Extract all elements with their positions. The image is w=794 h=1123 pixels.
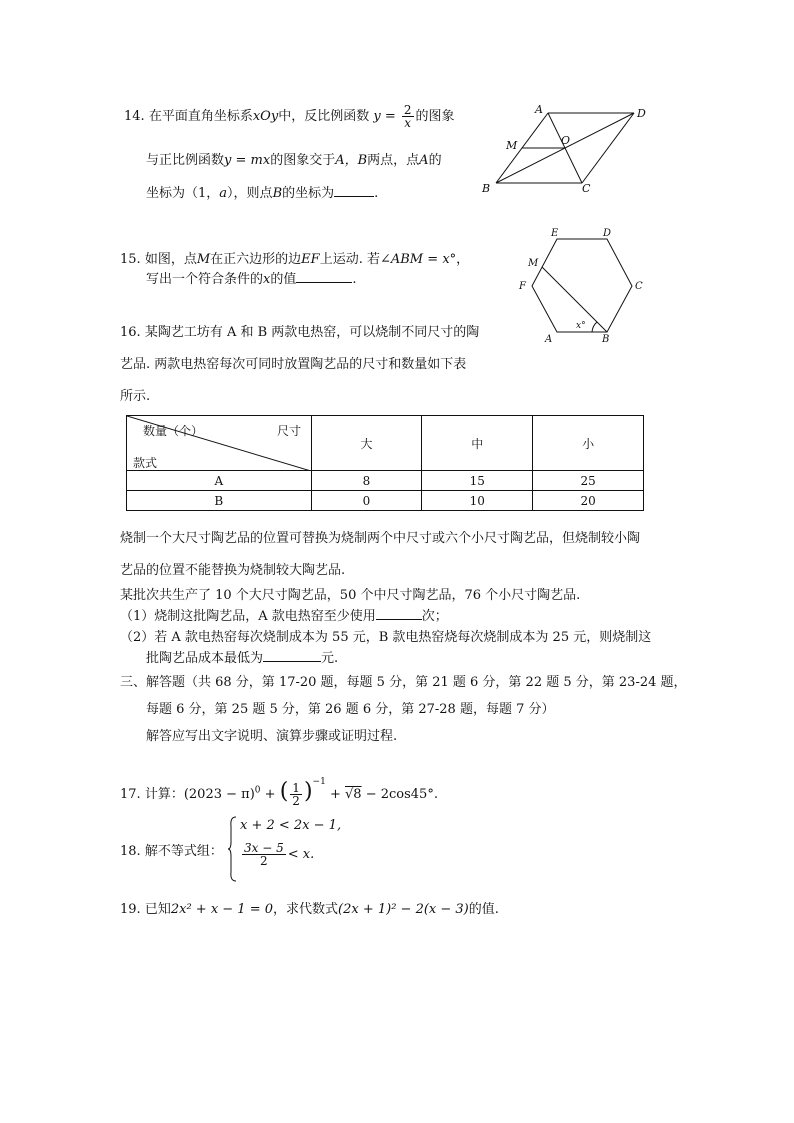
q15-line1 (120, 248, 469, 267)
q18-frac-num: 3x − 5 (244, 841, 284, 855)
q15-eq: = (427, 252, 439, 267)
q18-number: 18. (120, 844, 141, 859)
row-A-medium: 15 (422, 471, 533, 491)
q16-sub2: （2）若 A 款电热窑每次烧制成本为 55 元，B 款电热窑烧每次烧制成本为 25 元，则烧制这 (120, 630, 652, 645)
q14-text2b: 的图象交于 (270, 153, 336, 168)
q14-coord: xOy (252, 109, 279, 124)
q17-frac-num: 1 (292, 781, 300, 795)
q14-text2d: 的 (428, 153, 442, 168)
q14-text3c: 的坐标为 (282, 186, 335, 201)
q14-answer-blank[interactable] (334, 185, 374, 197)
q15-text1b: 在正六边形的边 (210, 252, 302, 267)
row-A-name: A (127, 471, 312, 491)
q15-x: x (263, 272, 271, 287)
header-size: 尺寸 (277, 424, 302, 438)
label-M: M (506, 139, 518, 152)
q15-text1a: 如图，点 (144, 252, 197, 267)
label-M: M (528, 258, 539, 269)
q15-ef: EF (301, 252, 320, 267)
q16-line1 (120, 321, 479, 340)
q14-fraction (402, 104, 414, 129)
q14-func: y = (373, 109, 396, 124)
q19-text-c: 的值. (468, 902, 499, 917)
q16-text1: 某陶艺工坊有 A 和 B 两款电热窑，可以烧制不同尺寸的陶 (144, 325, 480, 340)
q16-after2: 艺品的位置不能替换为烧制较大陶艺品. (120, 563, 346, 578)
row-B-large: 0 (311, 491, 422, 511)
q17-fraction (290, 782, 302, 807)
q19-number: 19. (120, 902, 141, 917)
label-B: B (482, 182, 491, 195)
label-x-degree: x° (576, 321, 586, 331)
q18-brace (228, 816, 238, 882)
row-B-small: 20 (533, 491, 644, 511)
q17: 17. 计算：$(2023 - \pi)^0$ + ( $\frac{1}{2}$ )$^{-1}$ + √8 − 2cos45°. (120, 777, 438, 808)
label-C: C (582, 182, 591, 195)
q14-text1b: 中，反比例函数 (278, 109, 370, 124)
q15-answer-blank[interactable] (296, 271, 352, 283)
row-A-small: 25 (533, 471, 644, 491)
q18-ineq1: x + 2 < 2x − 1, (240, 818, 342, 833)
q15-number: 15. (120, 252, 141, 267)
q15-abm: ABM (390, 252, 424, 267)
q16-sub1-end: 次； (421, 609, 448, 624)
label-B: B (602, 334, 610, 345)
header-quantity: 数量（个） (143, 424, 204, 438)
label-A: A (545, 334, 553, 345)
q16-sub2-end: 元. (321, 651, 339, 666)
q14-text2a: 与正比例函数 (146, 153, 225, 168)
label-O: O (561, 134, 571, 147)
q16-after3: 某批次共生产了 10 个大尺寸陶艺品，50 个中尺寸陶艺品，76 个小尺寸陶艺品. (120, 588, 581, 603)
q19 (120, 898, 499, 917)
q14-frac-num: 2 (403, 103, 412, 117)
q15-end: . (352, 272, 357, 287)
table-row (127, 491, 644, 511)
q14-frac-den: x (404, 116, 412, 130)
q16-line3: 所示. (120, 389, 151, 404)
q17-rest: − 2cos45°. (365, 787, 438, 802)
q18-ineq2 (240, 842, 314, 867)
q15-line2 (146, 268, 357, 287)
q15-text1c: 上运动. 若∠ (319, 252, 391, 267)
edge-DC (582, 113, 634, 183)
column-medium: 中 (422, 416, 533, 471)
q18-fraction (242, 842, 286, 867)
figure-parallelogram (476, 100, 656, 200)
q14-text3a: 坐标为（1， (146, 186, 220, 201)
q15-text2b: 的值 (270, 272, 297, 287)
q19-text-a: 已知 (144, 902, 171, 917)
table-header-diagonal (127, 416, 312, 471)
q17-exp-neg1: −1 (312, 777, 326, 787)
column-small: 小 (533, 416, 644, 471)
q14-line3 (146, 182, 378, 201)
row-B-name: B (127, 491, 312, 511)
q15-text1e: ， (456, 252, 470, 267)
q16-line2: 艺品. 两款电热窑每次可同时放置陶艺品的尺寸和数量如下表 (120, 357, 467, 372)
q16-sub1-text: （1）烧制这批陶艺品，A 款电热窑至少使用 (120, 609, 376, 624)
q16-sub1-blank[interactable] (376, 608, 422, 620)
q14-ab: A，B (335, 153, 368, 168)
figure-hexagon (512, 225, 652, 347)
q16-number: 16. (120, 325, 141, 340)
q17-number: 17. (120, 787, 141, 802)
q14-text1a: 在平面直角坐标系 (148, 109, 253, 124)
q17-plus2: + (329, 787, 341, 802)
q15-text2a: 写出一个符合条件的 (146, 272, 264, 287)
q14-number: 14. (124, 109, 145, 124)
q14-text2c: 两点，点 (367, 153, 420, 168)
q14-func2: y = mx (224, 153, 271, 168)
q16-sub1 (120, 605, 448, 624)
q18-label: 解不等式组： (144, 844, 223, 859)
q14-end: . (374, 186, 379, 201)
kiln-capacity-table (126, 415, 644, 511)
column-large: 大 (311, 416, 422, 471)
label-A: A (535, 103, 543, 116)
q17-frac-den: 2 (292, 794, 300, 808)
label-E: E (551, 228, 559, 239)
q17-label: 计算： (144, 787, 184, 802)
q14-text1c: 的图象 (415, 109, 455, 124)
label-C: C (635, 281, 643, 292)
q15-m: M (196, 252, 211, 267)
q19-expr1: 2x² + x − 1 = 0 (170, 902, 274, 917)
q19-expr2: (2x + 1)² − 2(x − 3) (338, 902, 469, 917)
label-F: F (519, 281, 526, 292)
q16-sub2-blank[interactable] (263, 650, 321, 662)
angle-arc (592, 322, 597, 332)
q14-var-a: a (219, 186, 228, 201)
row-A-large: 8 (311, 471, 422, 491)
q16-sub2-text: 批陶艺品成本最低为 (146, 651, 264, 666)
row-B-medium: 10 (422, 491, 533, 511)
q19-text-b: ，求代数式 (273, 902, 339, 917)
q14-pointA: A (419, 153, 429, 168)
q14-line2 (146, 149, 442, 168)
q17-sqrt: √8 (345, 787, 362, 802)
q18-frac-den: 2 (260, 854, 268, 868)
hexagon-outline (532, 239, 632, 332)
q17-plus1: + (264, 787, 276, 802)
q16-sub2-line2 (146, 647, 338, 666)
q16-after1: 烧制一个大尺寸陶艺品的位置可替换为烧制两个中尺寸或六个小尺寸陶艺品，但烧制较小陶 (120, 531, 641, 546)
q17-exp0: 0 (254, 785, 261, 796)
header-kind: 款式 (133, 456, 158, 470)
section3-line3: 解答应写出文字说明、演算步骤或证明过程. (146, 729, 398, 744)
label-D: D (637, 107, 646, 120)
q18-ineq2-rest: < x. (287, 847, 315, 862)
section3-line1: 三、解答题（共 68 分，第 17-20 题，每题 5 分，第 21 题 6 分，第 22 题 5 分，第 23-24 题， (120, 675, 687, 690)
q14-line1 (124, 104, 455, 129)
q18-label-line (120, 840, 223, 859)
label-D: D (603, 228, 612, 239)
q14-pointB: B (272, 186, 283, 201)
q15-x-deg: x° (442, 252, 457, 267)
q17-paren: (2023 − π) (183, 787, 255, 802)
q14-text3b: ），则点 (227, 186, 273, 201)
table-row (127, 471, 644, 491)
section3-line2: 每题 6 分，第 25 题 5 分，第 26 题 6 分，第 27-28 题，每题 7 分） (146, 702, 555, 717)
